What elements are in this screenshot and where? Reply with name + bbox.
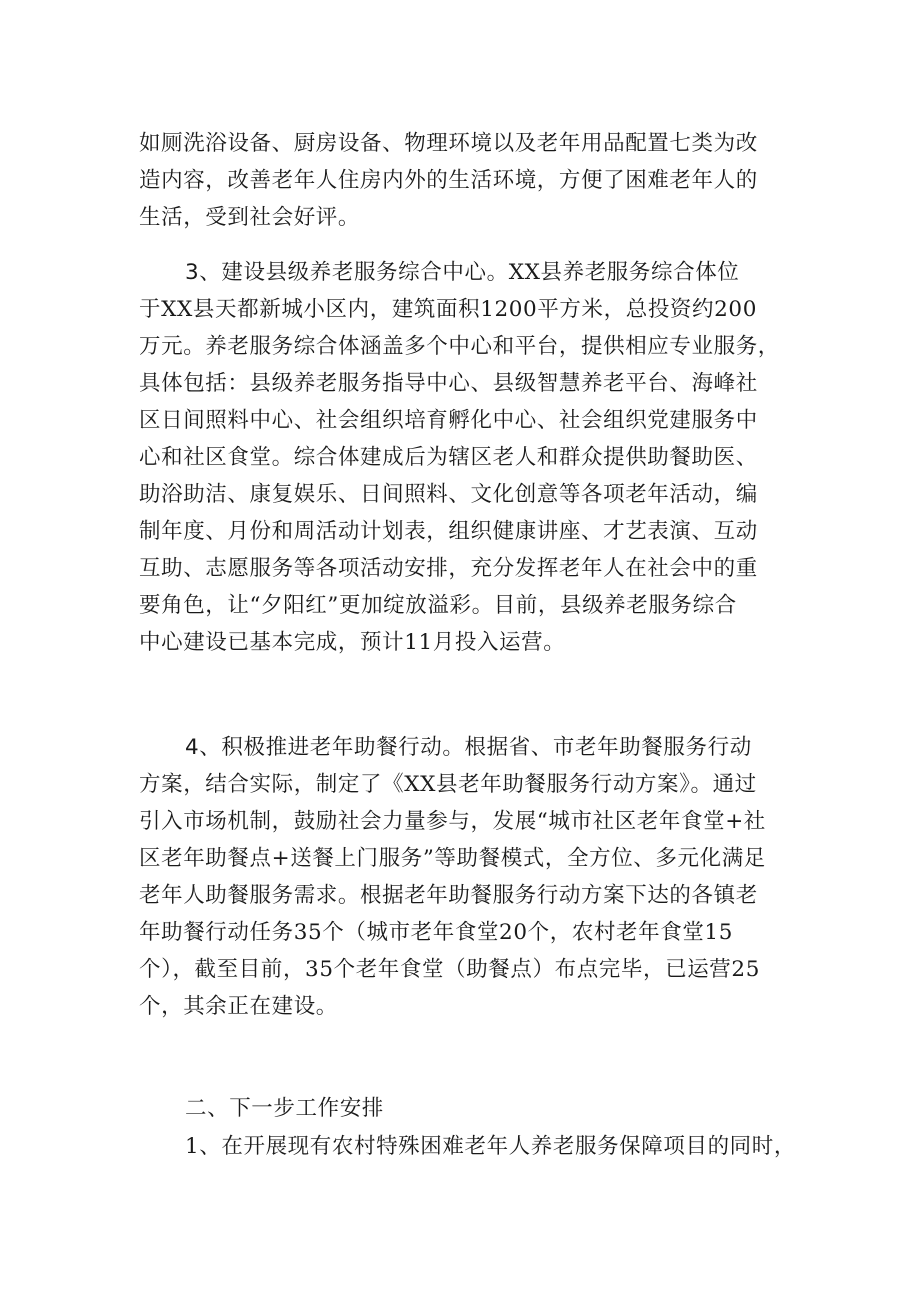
text-line <box>139 729 789 766</box>
text-line: 引入市场机制，鼓励社会力量参与，发展“城市社区老年食堂+社 <box>139 809 766 834</box>
text-line: 区老年助餐点+送餐上门服务”等助餐模式，全方位、多元化满足 <box>139 846 766 871</box>
text-line: 方案，结合实际，制定了《XX县老年助餐服务行动方案》。通过 <box>139 772 757 797</box>
paragraph-next-steps <box>139 1128 796 1165</box>
text-line: 中心建设已基本完成，预计11月投入运营。 <box>139 630 566 655</box>
text-line: 制年度、月份和周活动计划表，组织健康讲座、才艺表演、互动 <box>139 519 758 544</box>
text-line: 个），截至目前，35个老年食堂（助餐点）布点完毕，已运营25 <box>139 957 760 982</box>
text-line: 具体包括：县级养老服务指导中心、县级智慧养老平台、海峰社 <box>139 371 758 396</box>
section-heading-text: 二、下一步工作安排 <box>185 1096 384 1121</box>
text-line <box>139 254 789 291</box>
text-line: 个，其余正在建设。 <box>139 994 338 1019</box>
text-line: 心和社区食堂。综合体建成后为辖区老人和群众提供助餐助医、 <box>139 445 758 470</box>
text-line: 助浴助洁、康复娱乐、日间照料、文化创意等各项老年活动，编 <box>139 482 758 507</box>
section-heading <box>139 1090 789 1127</box>
text-line: 如厕洗浴设备、厨房设备、物理环境以及老年用品配置七类为改 <box>139 131 758 156</box>
text-fragment: 中心。XX县养老服务综合体位 <box>442 260 740 285</box>
text-line: 万元。养老服务综合体涵盖多个中心和平台，提供相应专业服务， <box>139 334 780 359</box>
text-line: 生活，受到社会好评。 <box>139 205 361 230</box>
text-line: 老年人助餐服务需求。根据老年助餐服务行动方案下达的各镇老 <box>139 883 758 908</box>
text-line: 区日间照料中心、社会组织培育孵化中心、社会组织党建服务中 <box>139 408 758 433</box>
text-line: 于XX县天都新城小区内，建筑面积1200平方米，总投资约200 <box>139 297 757 322</box>
paragraph-renovation-content <box>139 125 789 236</box>
text-line: 互助、志愿服务等各项活动安排，充分发挥老年人在社会中的重 <box>139 556 758 581</box>
text-line: 年助餐行动任务35个（城市老年食堂20个，农村老年食堂15 <box>139 920 733 945</box>
paragraph-meal-assistance <box>139 729 789 1025</box>
text-line: 1、在开展现有农村特殊困难老年人养老服务保障项目的同时， <box>185 1134 796 1159</box>
paragraph-elderly-care-center <box>139 254 789 661</box>
paragraph-lead-heading: 3、建设县级养老服务综合 <box>185 260 443 285</box>
paragraph-lead-heading: 4、积极推进老年助餐行动 <box>185 735 443 760</box>
text-line: 要角色，让“夕阳红”更加绽放溢彩。目前，县级养老服务综合 <box>139 593 737 618</box>
text-line: 造内容，改善老年人住房内外的生活环境，方便了困难老年人的 <box>139 168 758 193</box>
text-fragment: 。根据省、市老年助餐服务行动 <box>442 735 752 760</box>
